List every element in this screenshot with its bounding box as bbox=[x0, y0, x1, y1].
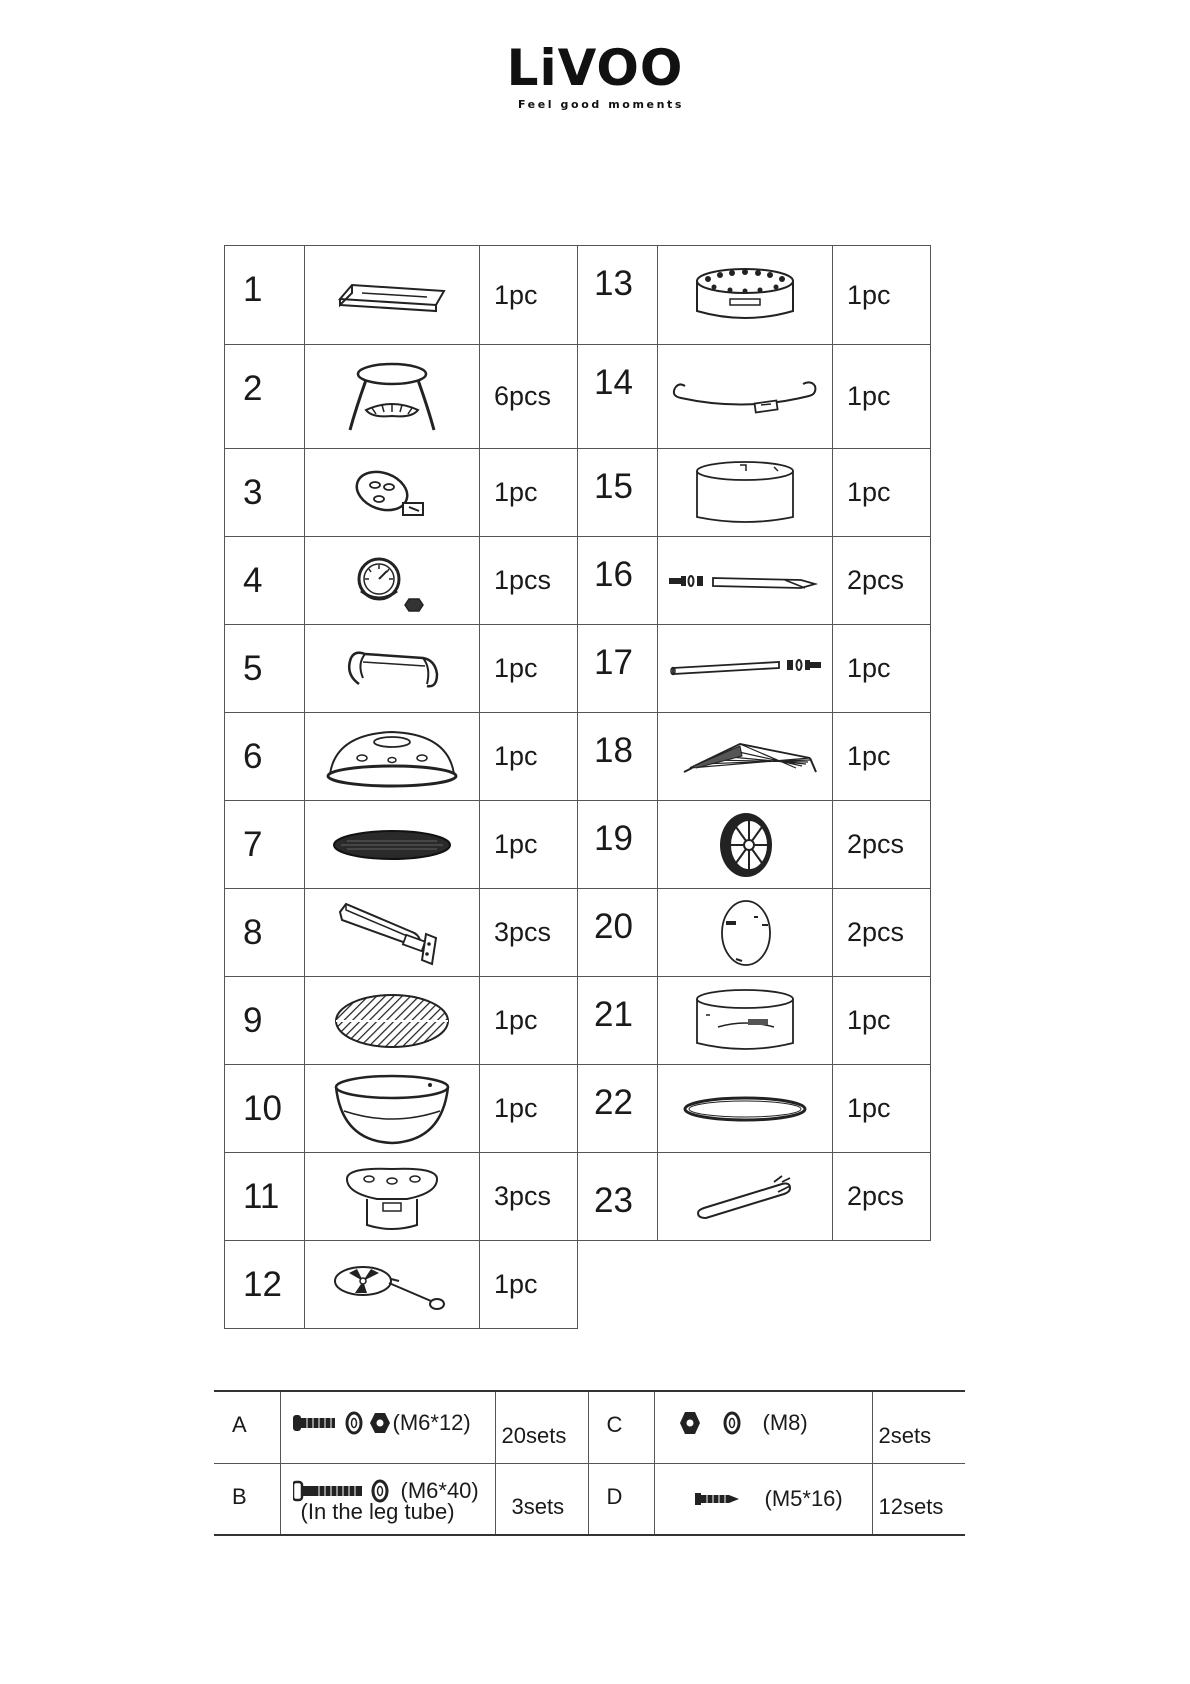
part-quantity: 1pc bbox=[833, 1065, 931, 1153]
part-quantity: 1pc bbox=[833, 449, 931, 537]
table-row bbox=[225, 1065, 931, 1153]
part-quantity: 6pcs bbox=[480, 345, 578, 449]
washer-icon bbox=[723, 1411, 741, 1435]
hardware-letter: C bbox=[588, 1391, 654, 1463]
part-number: 17 bbox=[578, 625, 658, 713]
ring-plate-icon bbox=[658, 1065, 833, 1153]
hardware-quantity: 2sets bbox=[872, 1391, 965, 1463]
part-number: 5 bbox=[225, 625, 305, 713]
table-row bbox=[225, 537, 931, 625]
part-number: 3 bbox=[225, 449, 305, 537]
part-quantity: 1pc bbox=[833, 713, 931, 801]
table-row bbox=[225, 1241, 931, 1329]
wheel-icon bbox=[658, 801, 833, 889]
part-number: 6 bbox=[225, 713, 305, 801]
charcoal-grate-icon bbox=[305, 801, 480, 889]
part-quantity: 1pc bbox=[833, 345, 931, 449]
part-number: 11 bbox=[225, 1153, 305, 1241]
bolt-icon bbox=[293, 1412, 339, 1434]
tripod-frame-icon bbox=[658, 713, 833, 801]
empty-cell bbox=[578, 1241, 931, 1329]
part-number: 13 bbox=[578, 246, 658, 345]
hardware-quantity: 12sets bbox=[872, 1463, 965, 1535]
part-quantity: 2pcs bbox=[833, 537, 931, 625]
table-row bbox=[225, 449, 931, 537]
rail-bracket-icon bbox=[305, 246, 480, 345]
lid-icon bbox=[305, 713, 480, 801]
part-quantity: 2pcs bbox=[833, 889, 931, 977]
hardware-quantity: 20sets bbox=[495, 1391, 588, 1463]
part-quantity: 1pc bbox=[480, 625, 578, 713]
brand-logo bbox=[0, 40, 1190, 111]
ash-pan-icon bbox=[658, 449, 833, 537]
hardware-cell bbox=[280, 1463, 495, 1535]
part-number: 12 bbox=[225, 1241, 305, 1329]
part-quantity: 1pc bbox=[833, 246, 931, 345]
hardware-letter: A bbox=[214, 1391, 280, 1463]
part-number: 19 bbox=[578, 801, 658, 889]
part-quantity: 1pc bbox=[480, 801, 578, 889]
part-quantity: 1pc bbox=[833, 977, 931, 1065]
hardware-note: (In the leg tube) bbox=[300, 1498, 455, 1524]
cooking-grill-icon bbox=[305, 977, 480, 1065]
part-number: 21 bbox=[578, 977, 658, 1065]
part-quantity: 3pcs bbox=[480, 1153, 578, 1241]
part-quantity: 3pcs bbox=[480, 889, 578, 977]
hub-cap-icon bbox=[658, 889, 833, 977]
table-row bbox=[225, 977, 931, 1065]
part-number: 18 bbox=[578, 713, 658, 801]
ash-catcher-ring-icon bbox=[658, 977, 833, 1065]
vent-plate-icon bbox=[305, 449, 480, 537]
charcoal-ring-icon bbox=[658, 246, 833, 345]
leg-mount-icon bbox=[305, 1153, 480, 1241]
screw-icon bbox=[695, 1489, 739, 1509]
nut-icon bbox=[679, 1410, 701, 1436]
axle-icon bbox=[658, 1153, 833, 1241]
hardware-spec: (M5*16) bbox=[764, 1485, 843, 1511]
table-row bbox=[225, 345, 931, 449]
leg-with-bolts-icon bbox=[658, 625, 833, 713]
ring-hanger-icon bbox=[658, 345, 833, 449]
part-number: 16 bbox=[578, 537, 658, 625]
brand-tagline: Feel good moments bbox=[517, 98, 685, 111]
table-row bbox=[214, 1391, 965, 1463]
handle-icon bbox=[305, 625, 480, 713]
part-number: 9 bbox=[225, 977, 305, 1065]
part-number: 10 bbox=[225, 1065, 305, 1153]
table-row bbox=[225, 625, 931, 713]
washer-icon bbox=[345, 1411, 363, 1435]
hardware-cell bbox=[280, 1391, 495, 1463]
part-number: 20 bbox=[578, 889, 658, 977]
handle-bracket-icon bbox=[305, 345, 480, 449]
part-number: 14 bbox=[578, 345, 658, 449]
part-quantity: 1pc bbox=[833, 625, 931, 713]
hardware-cell bbox=[654, 1463, 872, 1535]
hardware-table bbox=[214, 1390, 965, 1536]
nut-icon bbox=[369, 1411, 391, 1435]
part-quantity: 1pc bbox=[480, 1241, 578, 1329]
part-number: 2 bbox=[225, 345, 305, 449]
leg-bracket-icon bbox=[305, 889, 480, 977]
brand-name: LiVOO bbox=[506, 39, 684, 97]
table-row bbox=[214, 1463, 965, 1535]
hardware-spec: (M6*12) bbox=[392, 1410, 471, 1435]
bottom-vent-icon bbox=[305, 1241, 480, 1329]
part-quantity: 1pc bbox=[480, 449, 578, 537]
table-row bbox=[225, 1153, 931, 1241]
part-number: 23 bbox=[578, 1153, 658, 1241]
part-quantity: 1pc bbox=[480, 1065, 578, 1153]
parts-list-table bbox=[224, 245, 931, 1329]
hardware-spec: (M8) bbox=[762, 1410, 808, 1435]
hardware-letter: B bbox=[214, 1463, 280, 1535]
hardware-letter: D bbox=[588, 1463, 654, 1535]
table-row bbox=[225, 713, 931, 801]
hardware-cell bbox=[654, 1391, 872, 1463]
bowl-icon bbox=[305, 1065, 480, 1153]
part-quantity: 1pcs bbox=[480, 537, 578, 625]
hardware-spec: (M6*40) bbox=[400, 1477, 479, 1503]
part-number: 8 bbox=[225, 889, 305, 977]
table-row bbox=[225, 889, 931, 977]
part-number: 22 bbox=[578, 1065, 658, 1153]
part-quantity: 1pc bbox=[480, 977, 578, 1065]
table-row bbox=[225, 801, 931, 889]
part-quantity: 1pc bbox=[480, 713, 578, 801]
part-number: 1 bbox=[225, 246, 305, 345]
part-quantity: 2pcs bbox=[833, 1153, 931, 1241]
part-number: 15 bbox=[578, 449, 658, 537]
leg-with-bolts-icon bbox=[658, 537, 833, 625]
hardware-quantity: 3sets bbox=[495, 1463, 588, 1535]
part-quantity: 2pcs bbox=[833, 801, 931, 889]
part-number: 4 bbox=[225, 537, 305, 625]
part-number: 7 bbox=[225, 801, 305, 889]
part-quantity: 1pc bbox=[480, 246, 578, 345]
table-row bbox=[225, 246, 931, 345]
thermometer-icon bbox=[305, 537, 480, 625]
